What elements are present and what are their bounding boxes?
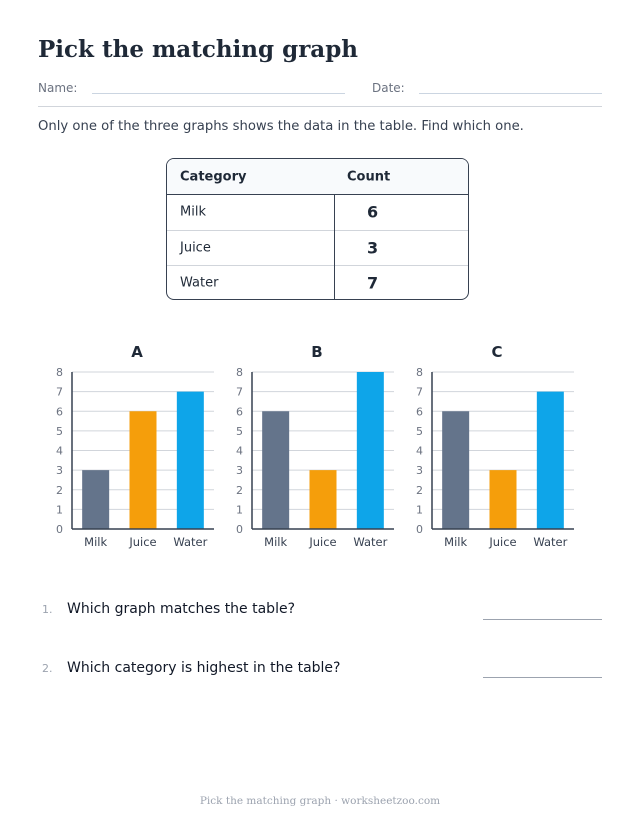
y-tick-label: 3 [416, 464, 423, 478]
bar-juice [130, 411, 157, 529]
chart-title: C [491, 343, 503, 361]
date-label: Date: [372, 81, 405, 95]
y-tick-label: 7 [416, 385, 423, 399]
y-tick-label: 6 [56, 405, 63, 419]
y-tick-label: 0 [416, 523, 423, 536]
x-tick-label: Juice [309, 535, 337, 549]
question-text: Which graph matches the table? [67, 601, 296, 617]
table-cell-category: Juice [180, 240, 211, 256]
question-number: 1. [42, 603, 53, 616]
y-tick-label: 1 [56, 503, 63, 517]
chart-title: A [131, 343, 143, 361]
y-tick-label: 1 [416, 503, 423, 517]
y-tick-label: 3 [56, 464, 63, 478]
y-tick-label: 4 [56, 444, 63, 458]
y-tick-label: 7 [56, 385, 63, 399]
table-header-row [167, 159, 468, 195]
chart-title: B [311, 343, 323, 361]
y-tick-label: 2 [236, 483, 243, 497]
y-tick-label: 5 [56, 424, 63, 438]
x-tick-label: Milk [84, 535, 108, 549]
table-header-count: Count [347, 169, 391, 184]
footer: Pick the matching graph · worksheetzoo.com [199, 795, 441, 807]
table-header-category: Category [180, 169, 247, 184]
x-tick-label: Milk [444, 535, 468, 549]
question-text: Which category is highest in the table? [67, 660, 341, 676]
y-tick-label: 8 [236, 366, 243, 379]
worksheet-title: Pick the matching graph [38, 36, 359, 63]
x-tick-label: Milk [264, 535, 288, 549]
data-table [166, 158, 469, 300]
y-tick-label: 6 [236, 405, 243, 419]
y-tick-label: 0 [56, 523, 63, 536]
bar-water [177, 392, 204, 529]
y-tick-label: 4 [416, 444, 423, 458]
question-1 [42, 601, 295, 617]
table-cell-category: Milk [180, 204, 206, 220]
y-tick-label: 5 [236, 424, 243, 438]
bar-charts [40, 340, 620, 560]
bar-milk [442, 411, 469, 529]
y-tick-label: 2 [416, 483, 423, 497]
instructions: Only one of the three graphs shows the data in the table. Find which one. [38, 119, 524, 134]
y-tick-label: 1 [236, 503, 243, 517]
name-label: Name: [38, 81, 78, 95]
table-row [167, 231, 468, 267]
table-cell-count: 3 [367, 238, 379, 258]
bar-juice [310, 470, 337, 529]
x-tick-label: Juice [489, 535, 517, 549]
bar-water [357, 372, 384, 529]
answer-line-2[interactable] [483, 677, 602, 678]
y-tick-label: 3 [236, 464, 243, 478]
question-2 [42, 660, 340, 676]
table-column-divider [334, 194, 335, 299]
answer-line-1[interactable] [483, 619, 602, 620]
table-row [167, 266, 468, 300]
y-tick-label: 0 [236, 523, 243, 536]
y-tick-label: 7 [236, 385, 243, 399]
x-tick-label: Juice [129, 535, 157, 549]
charts-area [40, 340, 620, 560]
bar-water [537, 392, 564, 529]
y-tick-label: 5 [416, 424, 423, 438]
table-cell-count: 7 [367, 273, 379, 293]
name-field-line[interactable] [92, 93, 345, 94]
header-divider [38, 106, 602, 107]
x-tick-label: Water [533, 535, 568, 549]
date-field-line[interactable] [419, 93, 602, 94]
x-tick-label: Water [173, 535, 208, 549]
table-cell-count: 6 [367, 202, 379, 222]
x-tick-label: Water [353, 535, 388, 549]
y-tick-label: 6 [416, 405, 423, 419]
question-number: 2. [42, 662, 53, 675]
bar-milk [82, 470, 109, 529]
table-row [167, 195, 468, 231]
bar-milk [262, 411, 289, 529]
y-tick-label: 8 [56, 366, 63, 379]
table-cell-category: Water [180, 275, 219, 291]
y-tick-label: 2 [56, 483, 63, 497]
y-tick-label: 4 [236, 444, 243, 458]
bar-juice [490, 470, 517, 529]
y-tick-label: 8 [416, 366, 423, 379]
